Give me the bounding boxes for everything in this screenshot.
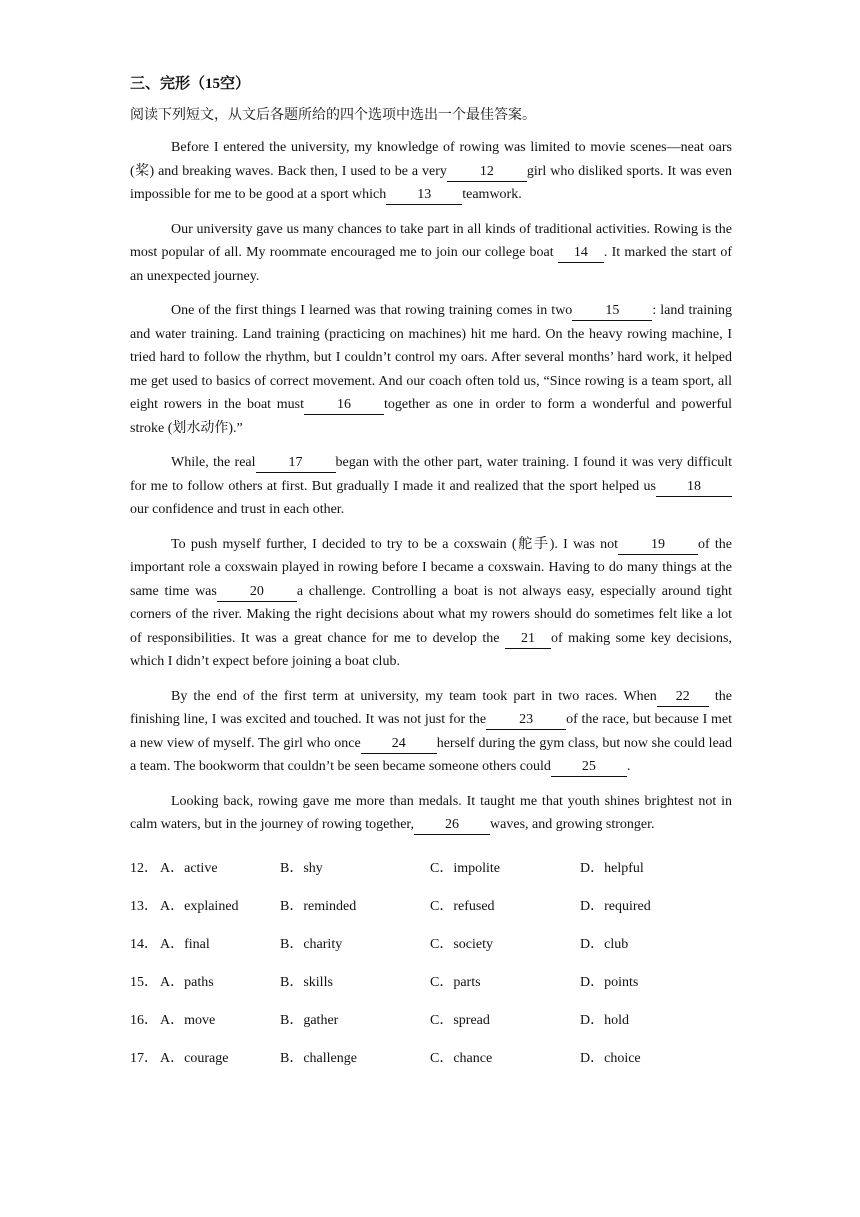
document-page [130, 72, 732, 1076]
option-c[interactable]: C．chance [430, 1050, 493, 1066]
question-row [130, 924, 732, 962]
question-number: 14． [130, 936, 158, 952]
text: . It marked the start of an unexpected journey. [130, 245, 732, 284]
option-d[interactable]: D．hold [580, 1012, 629, 1028]
text: teamwork. [462, 187, 522, 202]
text: together as one in order to form a wonderful and powerful stroke (划水动作).” [130, 397, 732, 436]
option-c[interactable]: C．refused [430, 898, 495, 914]
text: girl who disliked sports. It was even impossible for me to be good at a sport which [130, 163, 732, 202]
blank-24[interactable]: 24 [361, 735, 437, 754]
text: To push myself further, I decided to try to be a coxswain (舵手). I was not [171, 536, 618, 552]
blank-12[interactable]: 12 [447, 163, 527, 182]
question-number: 16． [130, 1012, 158, 1028]
text: Looking back, rowing gave me more than medals. It taught me that youth shines brightest not in calm waters, but in the journey of rowing together, [130, 793, 732, 832]
question-number: 13． [130, 898, 158, 914]
option-b[interactable]: B．reminded [280, 898, 357, 914]
text: By the end of the first term at university, my team took part in two races. When [171, 688, 657, 704]
text: of making some key decisions, which I didn’t expect before joining a boat club. [130, 630, 733, 669]
text: began with the other part, water training. I found it was very difficult for me to follow others at first. But gradually I made it and realized that the sport helped us [130, 455, 732, 494]
text: of the important role a coxswain played in rowing before I became a coxswain. Having to do many things at the same time was [130, 536, 732, 599]
passage-paragraph-6 [130, 685, 732, 779]
question-number: 12． [130, 860, 158, 876]
option-a[interactable]: A．courage [160, 1050, 229, 1066]
section-instruction: 阅读下列短文，从文后各题所给的四个选项中选出一个最佳答案。 [130, 108, 536, 123]
text: our confidence and trust in each other. [130, 502, 345, 517]
question-row [130, 1038, 732, 1076]
option-a[interactable]: A．move [160, 1012, 216, 1028]
blank-16[interactable]: 16 [304, 396, 384, 415]
question-number: 17． [130, 1050, 158, 1066]
option-b[interactable]: B．gather [280, 1012, 339, 1028]
blank-26[interactable]: 26 [414, 816, 490, 835]
passage-paragraph-2 [130, 218, 732, 289]
option-c[interactable]: C．impolite [430, 860, 500, 876]
text: waves, and growing stronger. [490, 817, 655, 832]
blank-19[interactable]: 19 [618, 536, 698, 555]
text: While, the real [171, 455, 256, 470]
question-row [130, 1000, 732, 1038]
option-b[interactable]: B．skills [280, 974, 333, 990]
option-d[interactable]: D．club [580, 936, 629, 952]
blank-13[interactable]: 13 [386, 186, 462, 205]
blank-15[interactable]: 15 [572, 302, 652, 321]
option-d[interactable]: D．helpful [580, 860, 644, 876]
text: Before I entered the university, my knowledge of rowing was limited to movie scenes—neat oars (桨) and breaking waves. Back then, I used to be a very [130, 140, 732, 179]
passage-paragraph-4 [130, 451, 732, 522]
blank-20[interactable]: 20 [217, 583, 297, 602]
option-b[interactable]: B．charity [280, 936, 343, 952]
option-a[interactable]: A．paths [160, 974, 214, 990]
text: herself during the gym class, but now she could lead a team. The bookworm that couldn’t be seen became someone others could [130, 735, 732, 774]
option-d[interactable]: D．choice [580, 1050, 641, 1066]
passage-paragraph-3 [130, 299, 732, 440]
option-c[interactable]: C．society [430, 936, 493, 952]
text: of the race, but because I met a new view of myself. The girl who once [130, 712, 732, 751]
option-b[interactable]: B．shy [280, 860, 323, 876]
question-number: 15． [130, 974, 158, 990]
blank-21[interactable]: 21 [505, 630, 551, 649]
text: a challenge. Controlling a boat is not always easy, especially around tight corners of the river. Making the right decisions about what my rowers should do sometimes felt like a lot of responsibilities. It was a great chance for me to develop the [130, 583, 733, 646]
question-row [130, 962, 732, 1000]
option-c[interactable]: C．spread [430, 1012, 490, 1028]
text: the finishing line, I was excited and touched. It was not just for the [130, 688, 732, 727]
option-a[interactable]: A．final [160, 936, 210, 952]
text: . [626, 759, 631, 774]
blank-25[interactable]: 25 [551, 758, 627, 777]
text: : land training and water training. Land training (practicing on machines) hit me hard. On the heavy rowing machine, I tried hard to follow the rhythm, but I couldn’t control my oars. After several months’ hard work, it helped me get used to basics of correct movement. And our coach often told us, “Since rowing is a team sport, all eight rowers in the boat must [130, 303, 732, 412]
blank-17[interactable]: 17 [256, 454, 336, 473]
passage-paragraph-1 [130, 136, 732, 207]
blank-18[interactable]: 18 [656, 478, 732, 497]
text: Our university gave us many chances to take part in all kinds of traditional activities. Rowing is the most popular of all. My roommate encouraged me to join our college boat [130, 221, 732, 260]
option-a[interactable]: A．active [160, 860, 218, 876]
question-row [130, 848, 732, 886]
passage-paragraph-7 [130, 790, 732, 837]
blank-23[interactable]: 23 [486, 711, 566, 730]
blank-14[interactable]: 14 [558, 244, 604, 263]
blank-22[interactable]: 22 [657, 688, 709, 707]
question-list [130, 848, 732, 1076]
text: One of the first things I learned was that rowing training comes in two [171, 303, 573, 318]
option-d[interactable]: D．required [580, 898, 651, 914]
option-c[interactable]: C．parts [430, 974, 481, 990]
passage-paragraph-5 [130, 533, 732, 674]
option-b[interactable]: B．challenge [280, 1050, 357, 1066]
section-heading: 三、完形（15空） [130, 76, 251, 92]
option-d[interactable]: D．points [580, 974, 639, 990]
option-a[interactable]: A．explained [160, 898, 239, 914]
question-row [130, 886, 732, 924]
